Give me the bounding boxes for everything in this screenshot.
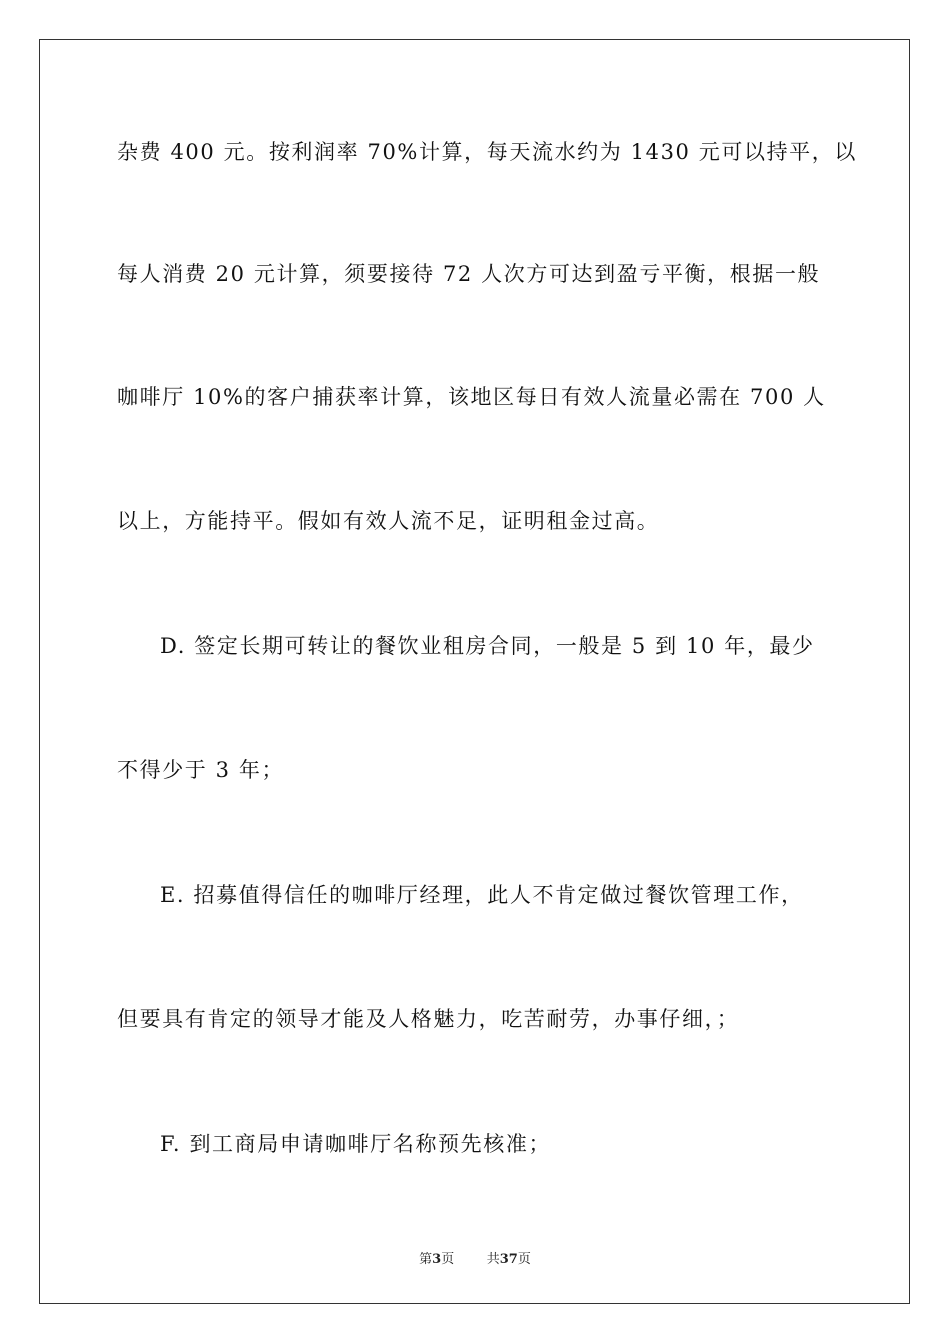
item-e-line-1: E. 招募值得信任的咖啡厅经理，此人不肯定做过餐饮管理工作， [160, 883, 804, 907]
item-d-line-1: D. 签定长期可转让的餐饮业租房合同，一般是 5 到 10 年，最少 [160, 634, 815, 658]
total-suffix: 页 [517, 1252, 531, 1267]
body-line-4: 以上，方能持平。假如有效人流不足，证明租金过高。 [117, 509, 660, 533]
page-prefix: 第 [419, 1252, 433, 1267]
page-number: 3 [432, 1252, 442, 1267]
page-suffix: 页 [441, 1252, 455, 1267]
body-line-1: 杂费 400 元。按利润率 70%计算，每天流水约为 1430 元可以持平，以 [117, 140, 857, 164]
total-pages: 37 [499, 1252, 518, 1267]
item-f-line-1: F. 到工商局申请咖啡厅名称预先核准； [160, 1132, 552, 1156]
page-footer [0, 1248, 950, 1267]
body-line-2: 每人消费 20 元计算，须要接待 72 人次方可达到盈亏平衡，根据一般 [117, 262, 821, 286]
item-e-line-2: 但要具有肯定的领导才能及人格魅力，吃苦耐劳，办事仔细，； [117, 1007, 740, 1031]
page-frame [39, 39, 910, 1304]
item-d-line-2: 不得少于 3 年； [117, 758, 285, 782]
body-line-3: 咖啡厅 10%的客户捕获率计算，该地区每日有效人流量必需在 700 人 [117, 385, 826, 409]
total-prefix: 共 [486, 1252, 500, 1267]
